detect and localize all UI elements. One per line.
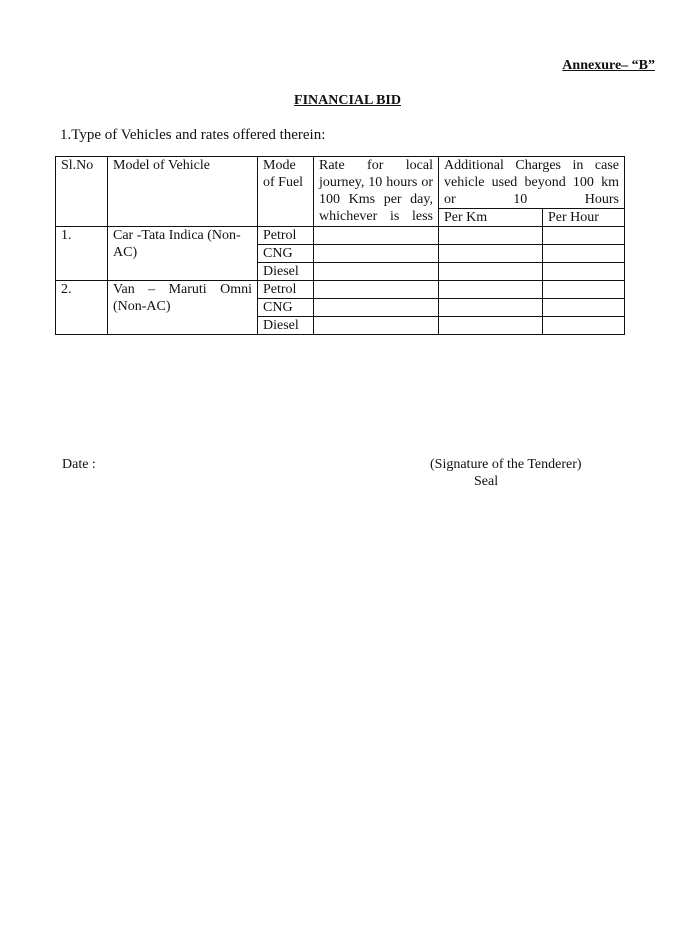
- page-title: FINANCIAL BID: [294, 93, 401, 108]
- per-hour-input-cell: [543, 281, 625, 299]
- rate-input-cell: [314, 245, 439, 263]
- rate-input-cell: [314, 317, 439, 335]
- signature-label: (Signature of the Tenderer): [430, 457, 582, 472]
- header-slno: Sl.No: [56, 157, 108, 227]
- per-km-input-cell: [439, 281, 543, 299]
- header-model: Model of Vehicle: [108, 157, 258, 227]
- per-km-input-cell: [439, 245, 543, 263]
- table-header-row: [56, 157, 625, 209]
- per-hour-input-cell: [543, 299, 625, 317]
- model-cell: Car -Tata Indica (Non-AC): [108, 227, 258, 281]
- per-km-input-cell: [439, 317, 543, 335]
- date-label: Date :: [62, 457, 96, 472]
- slno-cell: 1.: [56, 227, 108, 281]
- table-row: [56, 281, 625, 299]
- per-km-input-cell: [439, 299, 543, 317]
- per-hour-input-cell: [543, 263, 625, 281]
- model-cell: Van – Maruti Omni (Non-AC): [108, 281, 258, 335]
- financial-bid-table: [55, 156, 625, 335]
- fuel-cell: CNG: [258, 245, 314, 263]
- rate-input-cell: [314, 227, 439, 245]
- per-km-input-cell: [439, 227, 543, 245]
- per-km-input-cell: [439, 263, 543, 281]
- slno-cell: 2.: [56, 281, 108, 335]
- intro-text: 1.Type of Vehicles and rates offered therein:: [60, 127, 326, 143]
- fuel-cell: CNG: [258, 299, 314, 317]
- header-per-km: Per Km: [439, 209, 543, 227]
- per-hour-input-cell: [543, 227, 625, 245]
- rate-input-cell: [314, 299, 439, 317]
- fuel-cell: Petrol: [258, 227, 314, 245]
- annexure-label: Annexure– “B”: [562, 58, 655, 73]
- header-per-hour: Per Hour: [543, 209, 625, 227]
- fuel-cell: Diesel: [258, 317, 314, 335]
- fuel-cell: Diesel: [258, 263, 314, 281]
- seal-label: Seal: [474, 474, 499, 489]
- rate-input-cell: [314, 263, 439, 281]
- header-fuel: Mode of Fuel: [258, 157, 314, 227]
- table-row: [56, 227, 625, 245]
- rate-input-cell: [314, 281, 439, 299]
- per-hour-input-cell: [543, 245, 625, 263]
- header-rate: Rate for local journey, 10 hours or 100 Kms per day, whichever is less: [314, 157, 439, 227]
- header-additional: Additional Charges in case vehicle used beyond 100 km or 10 Hours: [439, 157, 625, 209]
- fuel-cell: Petrol: [258, 281, 314, 299]
- per-hour-input-cell: [543, 317, 625, 335]
